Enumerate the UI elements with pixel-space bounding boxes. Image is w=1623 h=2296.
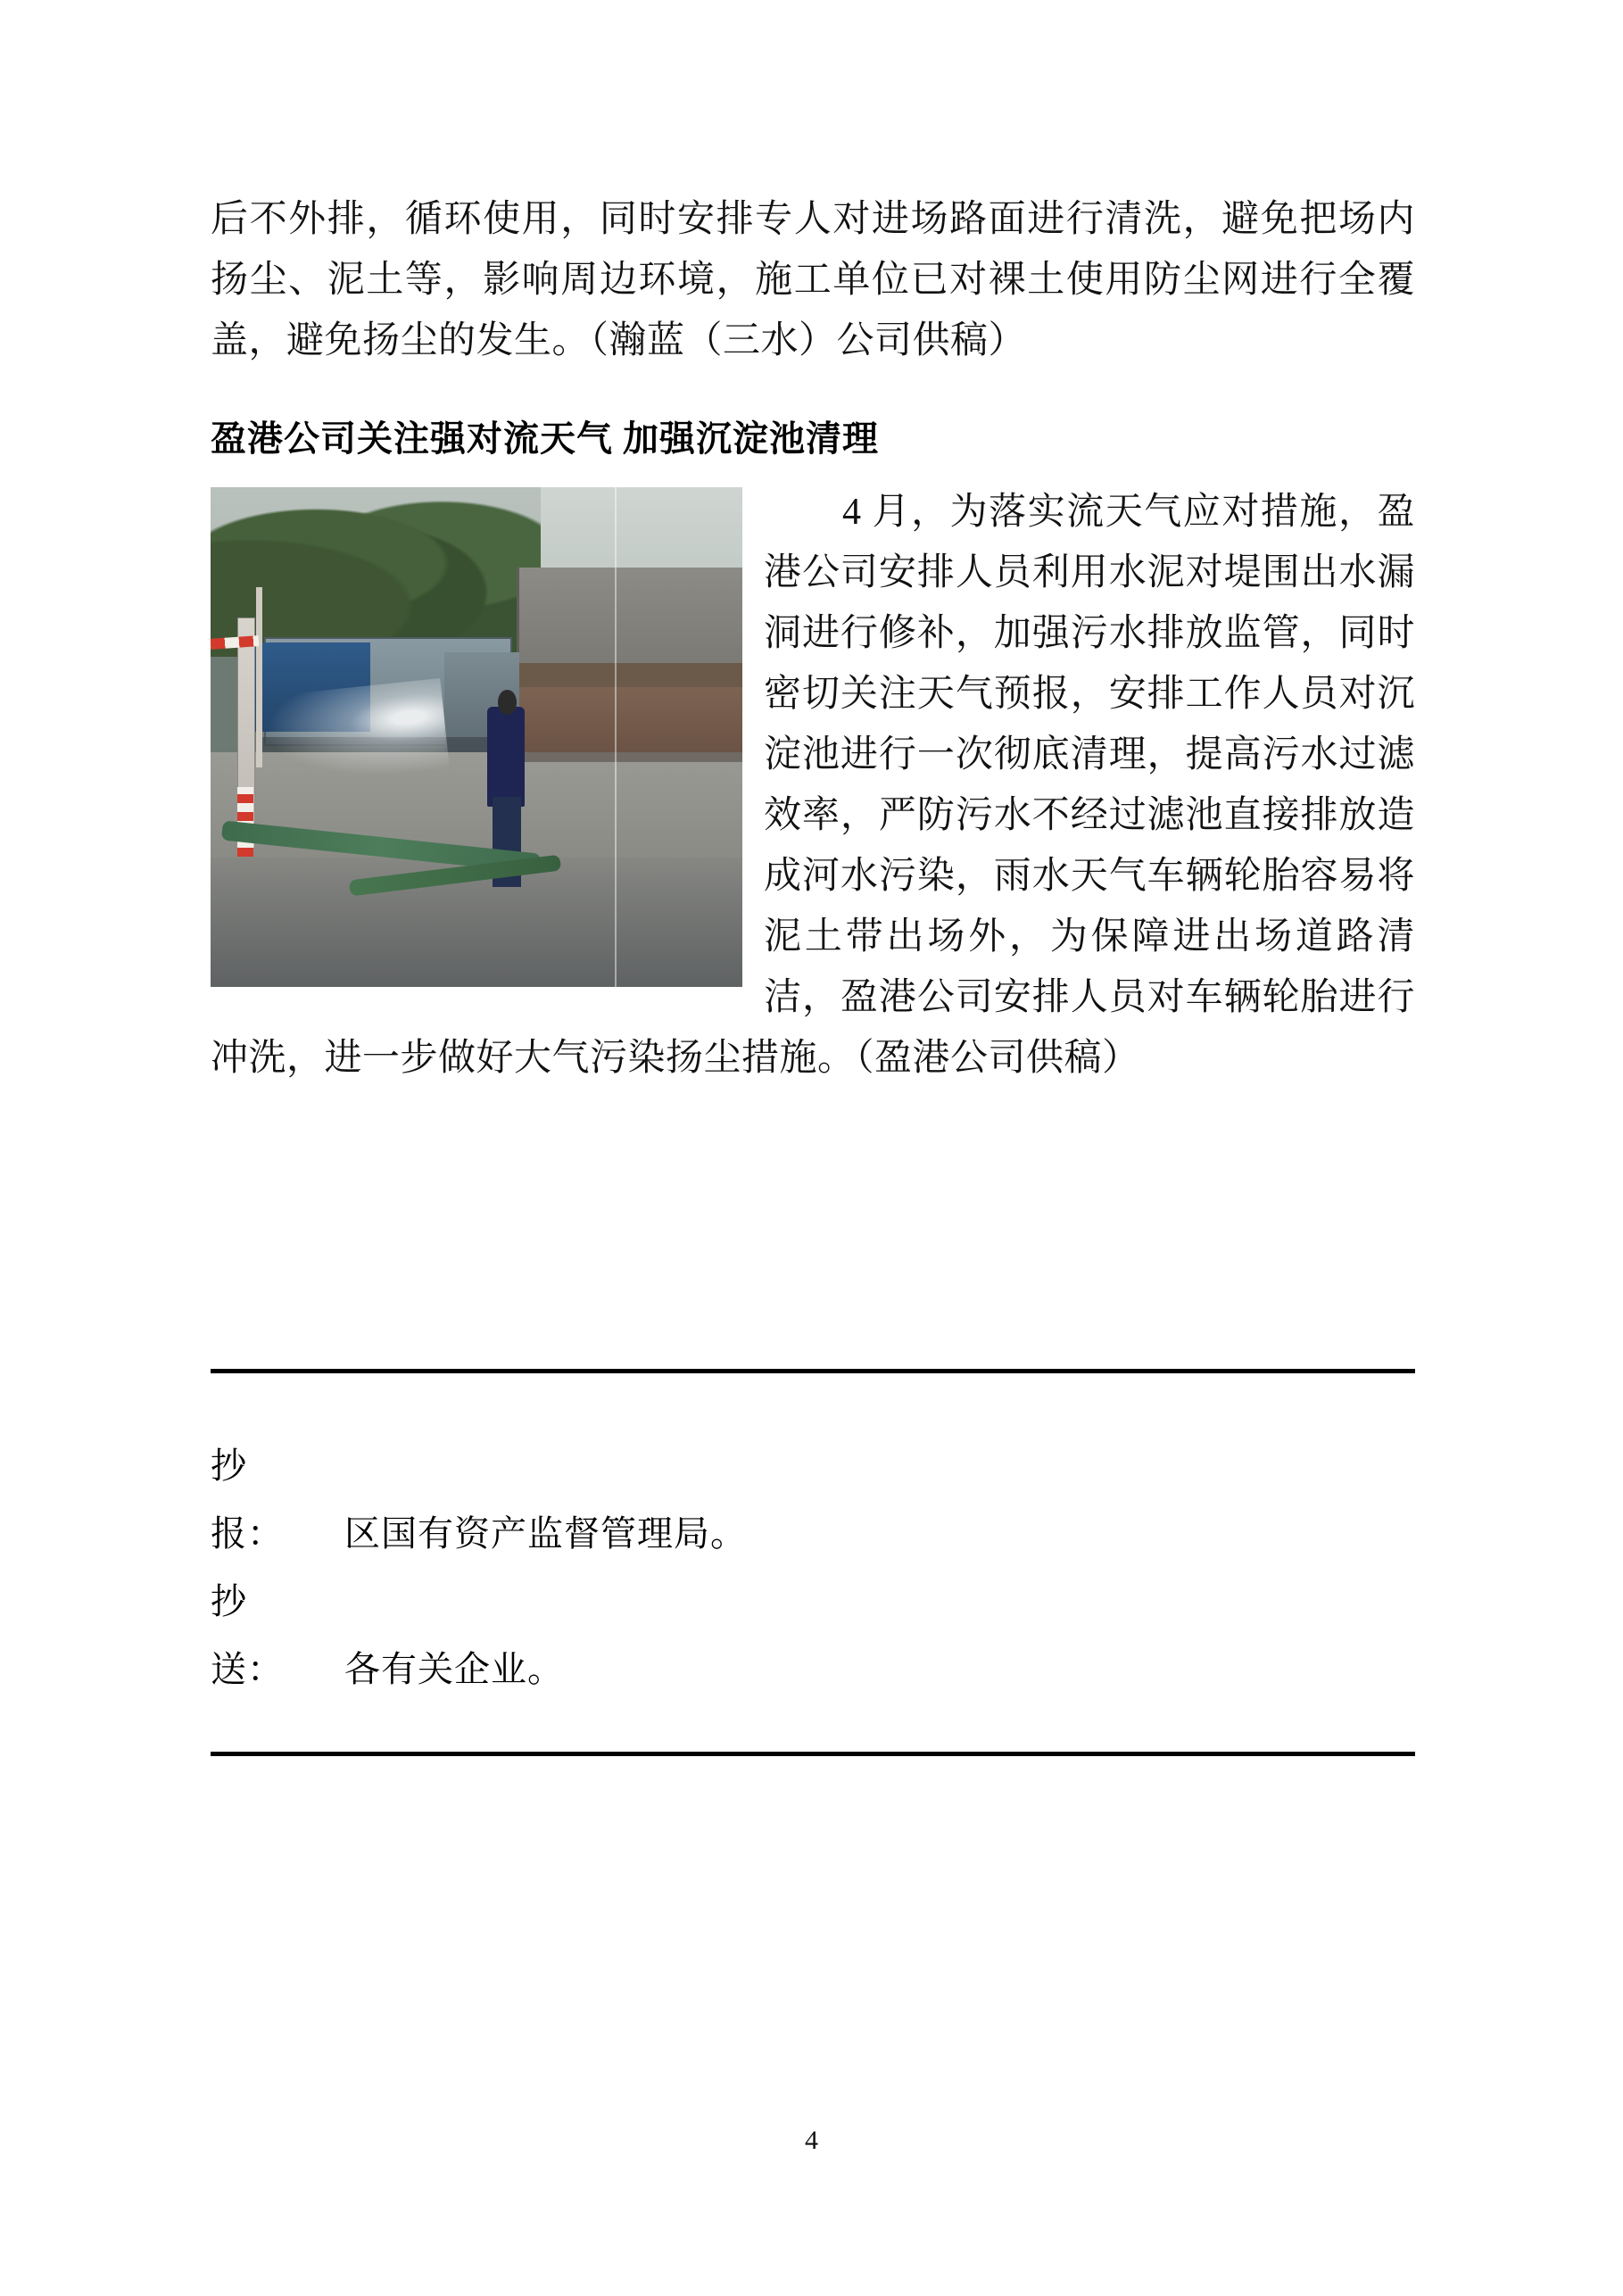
page-content [211, 189, 1415, 1756]
photo-water-spray [265, 678, 449, 786]
photo-seam [615, 487, 617, 987]
paragraph-continuation: 后不外排，循环使用，同时安排专人对进场路面进行清洗，避免把场内扬尘、泥土等，影响周边环境，施工单位已对裸土使用防尘网进行全覆盖，避免扬尘的发生。（瀚蓝（三水）公司供稿） [211, 199, 1415, 362]
section-heading: 盈港公司关注强对流天气 加强沉淀池清理 [211, 419, 879, 460]
page-number: 4 [805, 2126, 818, 2155]
footer-line-report [211, 1432, 1415, 1568]
photo-fence [509, 752, 742, 762]
footer-label-send: 抄 送： [211, 1581, 284, 1690]
photo-pole [256, 587, 262, 767]
footer-line-send [211, 1568, 1415, 1703]
blank-space [211, 1101, 1415, 1369]
footer-rule-top [211, 1369, 1415, 1373]
photo-worker-torso [487, 707, 525, 807]
figure-container [211, 487, 742, 987]
footer-value-report: 区国有资产监督管理局。 [344, 1513, 747, 1554]
photo-worker-head [498, 690, 517, 715]
footer-label-report: 抄 报： [211, 1446, 284, 1554]
paragraph-body: 4 月，为落实流天气应对措施，盈港公司安排人员利用水泥对堤围出水漏洞进行修补，加强污水排放监管，同时密切关注天气预报，安排工作人员对沉淀池进行一次彻底清理，提高污水过滤效率，严防污水不经过滤池直接排放造成河水污染，雨水天气车辆轮胎容易将泥土带出场外，为保障进出场道路清洁，盈港公司安排人员对车辆轮胎进行冲洗，进一步做好大气污染扬尘措施。（盈港公司供稿） [211, 492, 1415, 1080]
footer-distribution [211, 1432, 1415, 1703]
footer-value-send: 各有关企业。 [344, 1649, 564, 1690]
footer-rule-bottom [211, 1752, 1415, 1756]
photo-brick-wall [498, 687, 742, 757]
photo-building [517, 568, 742, 698]
truck-washing-photo [211, 487, 742, 987]
